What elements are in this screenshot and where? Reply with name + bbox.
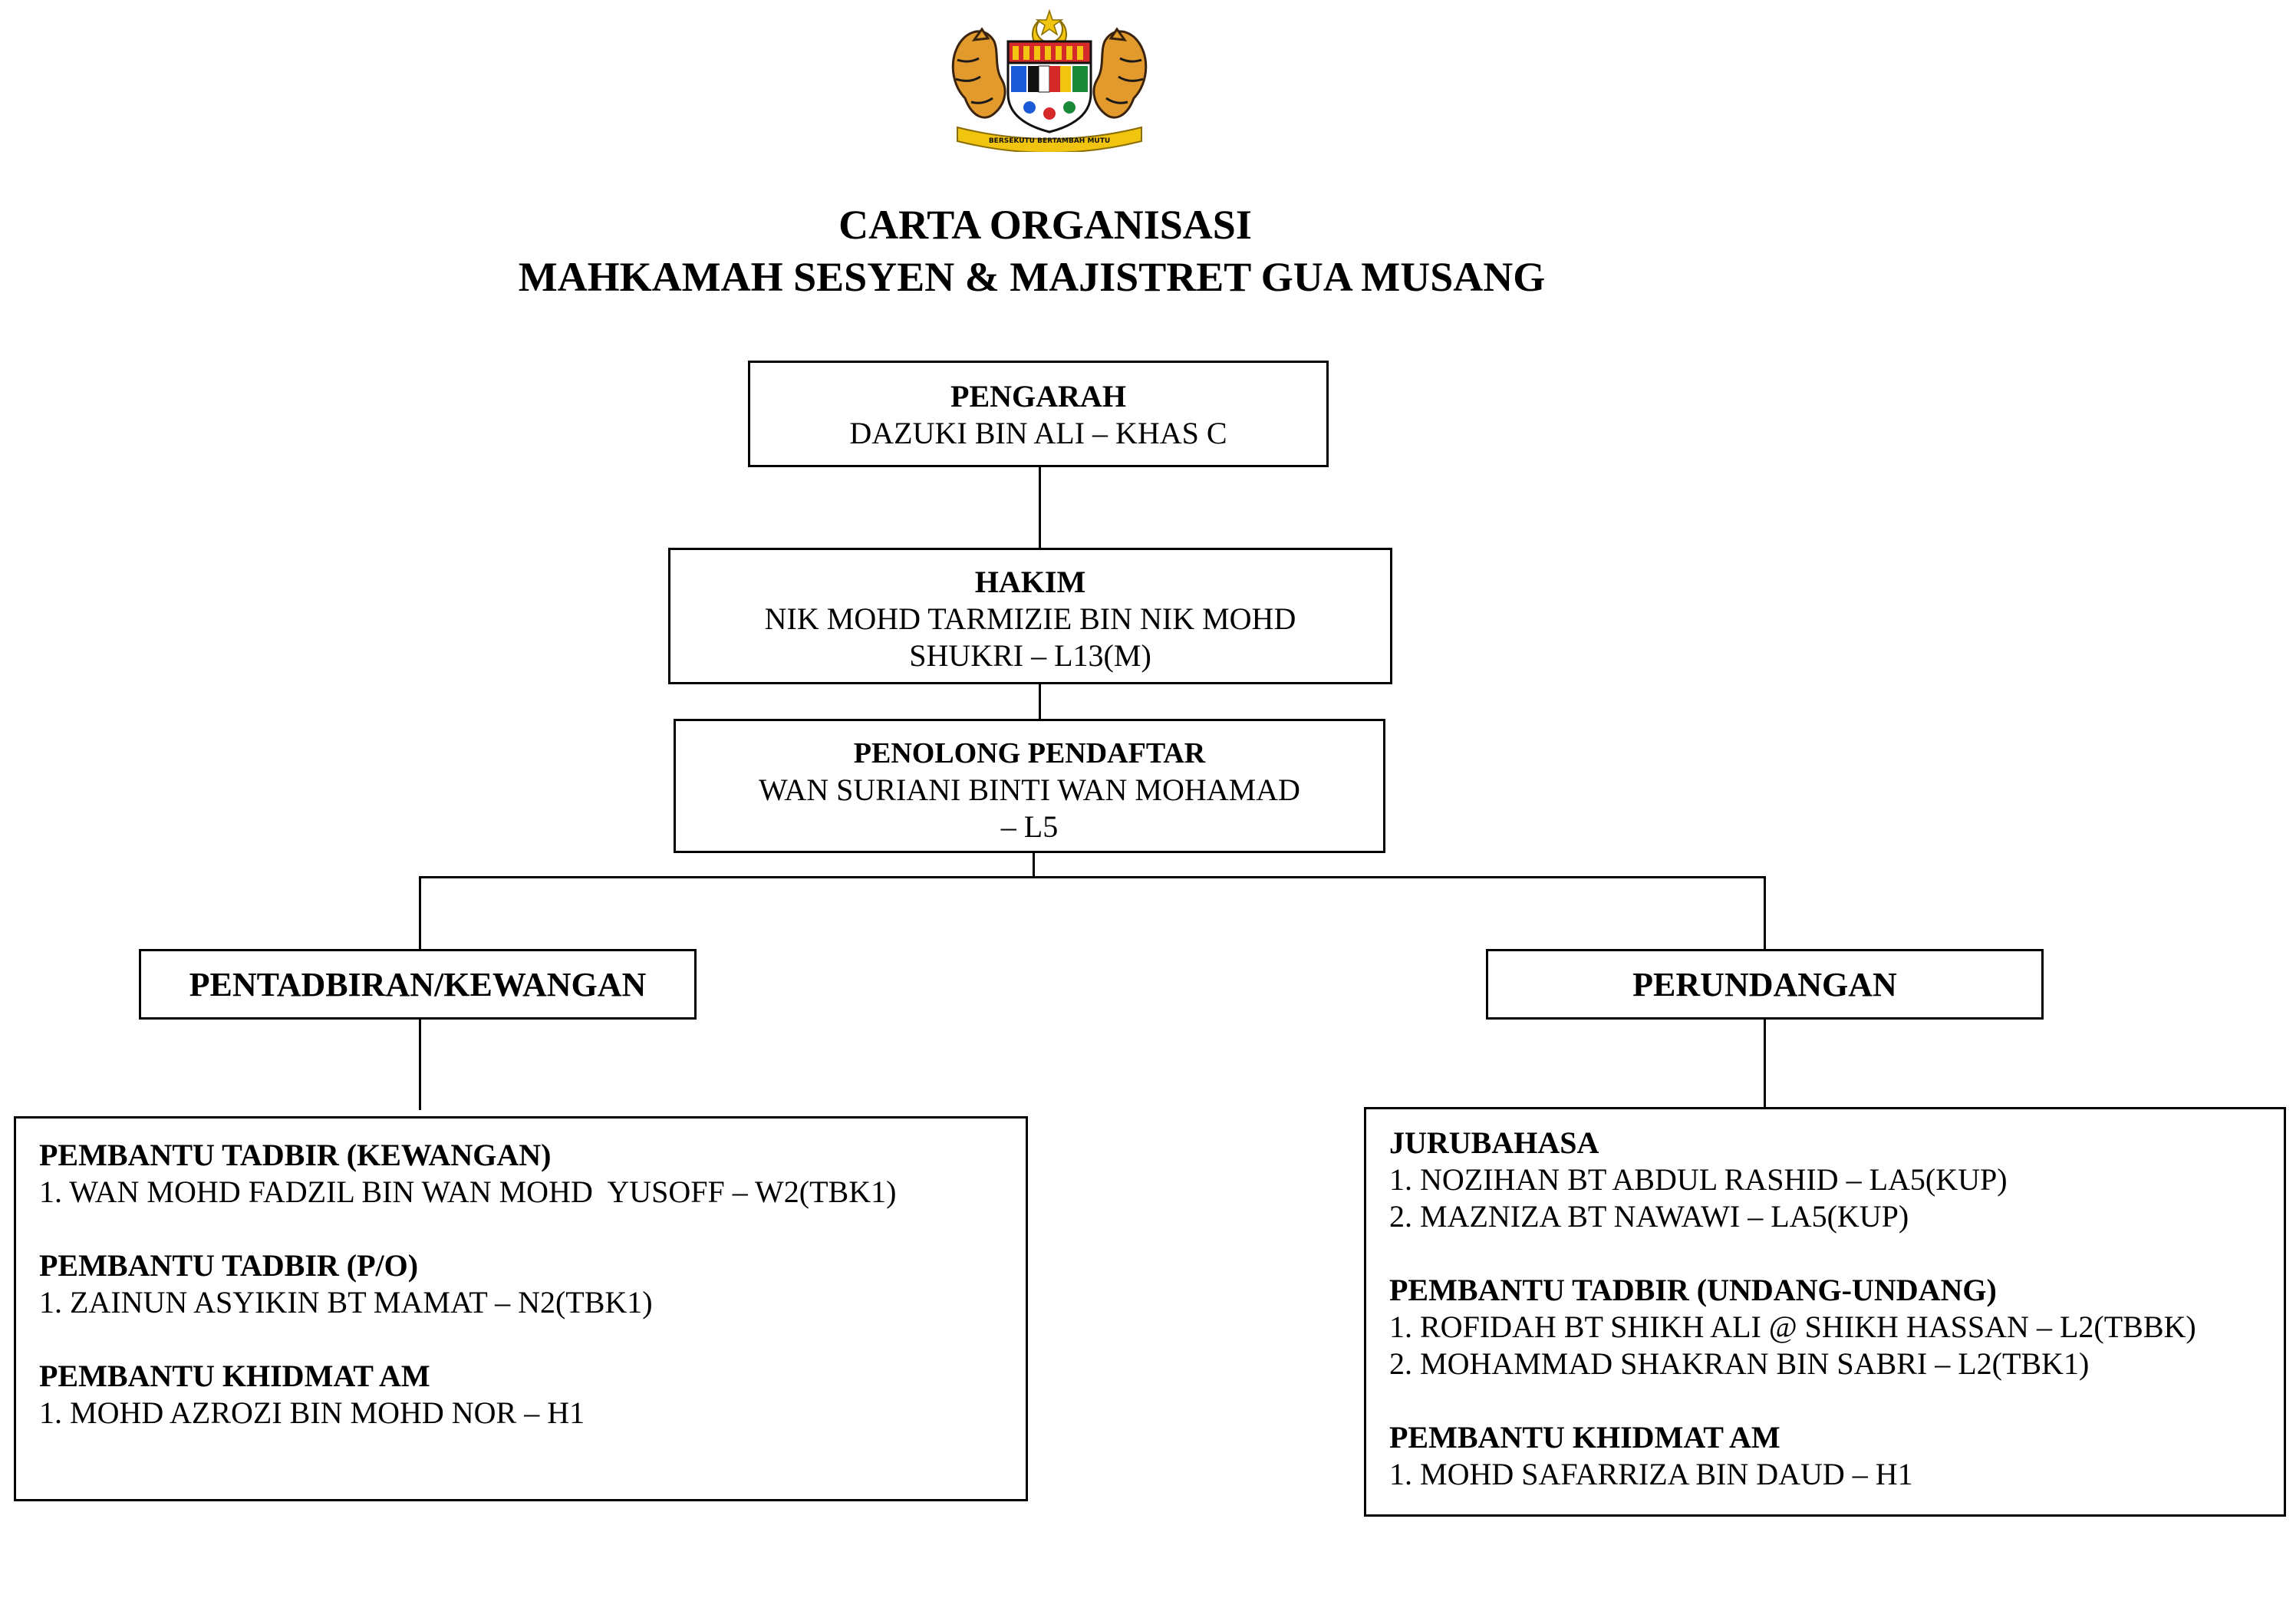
hakim-box <box>668 548 1392 684</box>
staff-section <box>39 1137 1003 1211</box>
staff-section <box>39 1358 1003 1432</box>
connector-branch-right <box>1764 876 1766 949</box>
dept-perundangan: PERUNDANGAN <box>1486 949 2044 1020</box>
hakim-name-line1: NIK MOHD TARMIZIE BIN NIK MOHD <box>764 601 1296 636</box>
penolong-name-line2: – L5 <box>1000 809 1059 844</box>
staff-member: 1. MOHD AZROZI BIN MOHD NOR – H1 <box>39 1395 585 1430</box>
pengarah-name: DAZUKI BIN ALI – KHAS C <box>849 416 1227 450</box>
staff-member: 1. WAN MOHD FADZIL BIN WAN MOHD YUSOFF – W2(TBK1) <box>39 1175 897 1209</box>
staff-section-title: PEMBANTU KHIDMAT AM <box>1389 1420 1780 1455</box>
hakim-name-line2: SHUKRI – L13(M) <box>909 638 1151 673</box>
staff-section-title: PEMBANTU KHIDMAT AM <box>39 1359 430 1393</box>
connector-branch-left <box>419 876 421 949</box>
staff-member-list <box>1389 1309 2261 1382</box>
staff-member-list <box>39 1174 1003 1211</box>
pengarah-role: PENGARAH <box>950 379 1126 413</box>
staff-section <box>1389 1419 2261 1493</box>
left-staff-sections <box>39 1137 1003 1432</box>
staff-section <box>1389 1272 2261 1382</box>
staff-section-title: JURUBAHASA <box>1389 1125 1599 1160</box>
staff-member-list <box>1389 1161 2261 1235</box>
staff-section <box>1389 1125 2261 1235</box>
connector-left-dept-staff <box>419 1018 421 1110</box>
staff-member: 1. ZAINUN ASYIKIN BT MAMAT – N2(TBK1) <box>39 1285 653 1320</box>
staff-section-title: PEMBANTU TADBIR (UNDANG-UNDANG) <box>1389 1273 1997 1307</box>
svg-text:BERSEKUTU BERTAMBAH MUTU: BERSEKUTU BERTAMBAH MUTU <box>988 137 1111 145</box>
left-staff-box <box>14 1116 1028 1501</box>
staff-member: 2. MAZNIZA BT NAWAWI – LA5(KUP) <box>1389 1199 1909 1234</box>
staff-section <box>39 1247 1003 1321</box>
staff-member: 1. MOHD SAFARRIZA BIN DAUD – H1 <box>1389 1457 1913 1491</box>
staff-member-list <box>39 1395 1003 1432</box>
staff-section-title: PEMBANTU TADBIR (P/O) <box>39 1248 419 1283</box>
connector-hakim-penolong <box>1039 684 1041 719</box>
jata-negara-emblem <box>934 6 1164 152</box>
connector-pengarah-hakim <box>1039 467 1041 548</box>
connector-penolong-branch <box>1033 853 1035 876</box>
staff-member: 1. ROFIDAH BT SHIKH ALI @ SHIKH HASSAN – L2(TBBK) <box>1389 1310 2196 1344</box>
staff-member: 2. MOHAMMAD SHAKRAN BIN SABRI – L2(TBK1) <box>1389 1346 2090 1381</box>
penolong-pendaftar-box <box>674 719 1385 853</box>
penolong-name-line1: WAN SURIANI BINTI WAN MOHAMAD <box>759 773 1300 807</box>
staff-member-list <box>1389 1456 2261 1493</box>
staff-member: 1. NOZIHAN BT ABDUL RASHID – LA5(KUP) <box>1389 1162 2008 1197</box>
connector-right-dept-staff <box>1764 1018 1766 1109</box>
staff-member-list <box>39 1284 1003 1321</box>
connector-branch-horizontal <box>419 876 1766 878</box>
right-staff-sections <box>1389 1125 2261 1493</box>
right-staff-box <box>1364 1107 2286 1517</box>
page-title: CARTA ORGANISASI <box>838 202 1252 248</box>
hakim-role: HAKIM <box>974 565 1086 599</box>
pengarah-box <box>748 361 1329 467</box>
dept-pentadbiran-kewangan: PENTADBIRAN/KEWANGAN <box>139 949 697 1020</box>
staff-section-title: PEMBANTU TADBIR (KEWANGAN) <box>39 1138 552 1172</box>
penolong-role: PENOLONG PENDAFTAR <box>853 737 1206 769</box>
page-subtitle: MAHKAMAH SESYEN & MAJISTRET GUA MUSANG <box>518 254 1546 300</box>
